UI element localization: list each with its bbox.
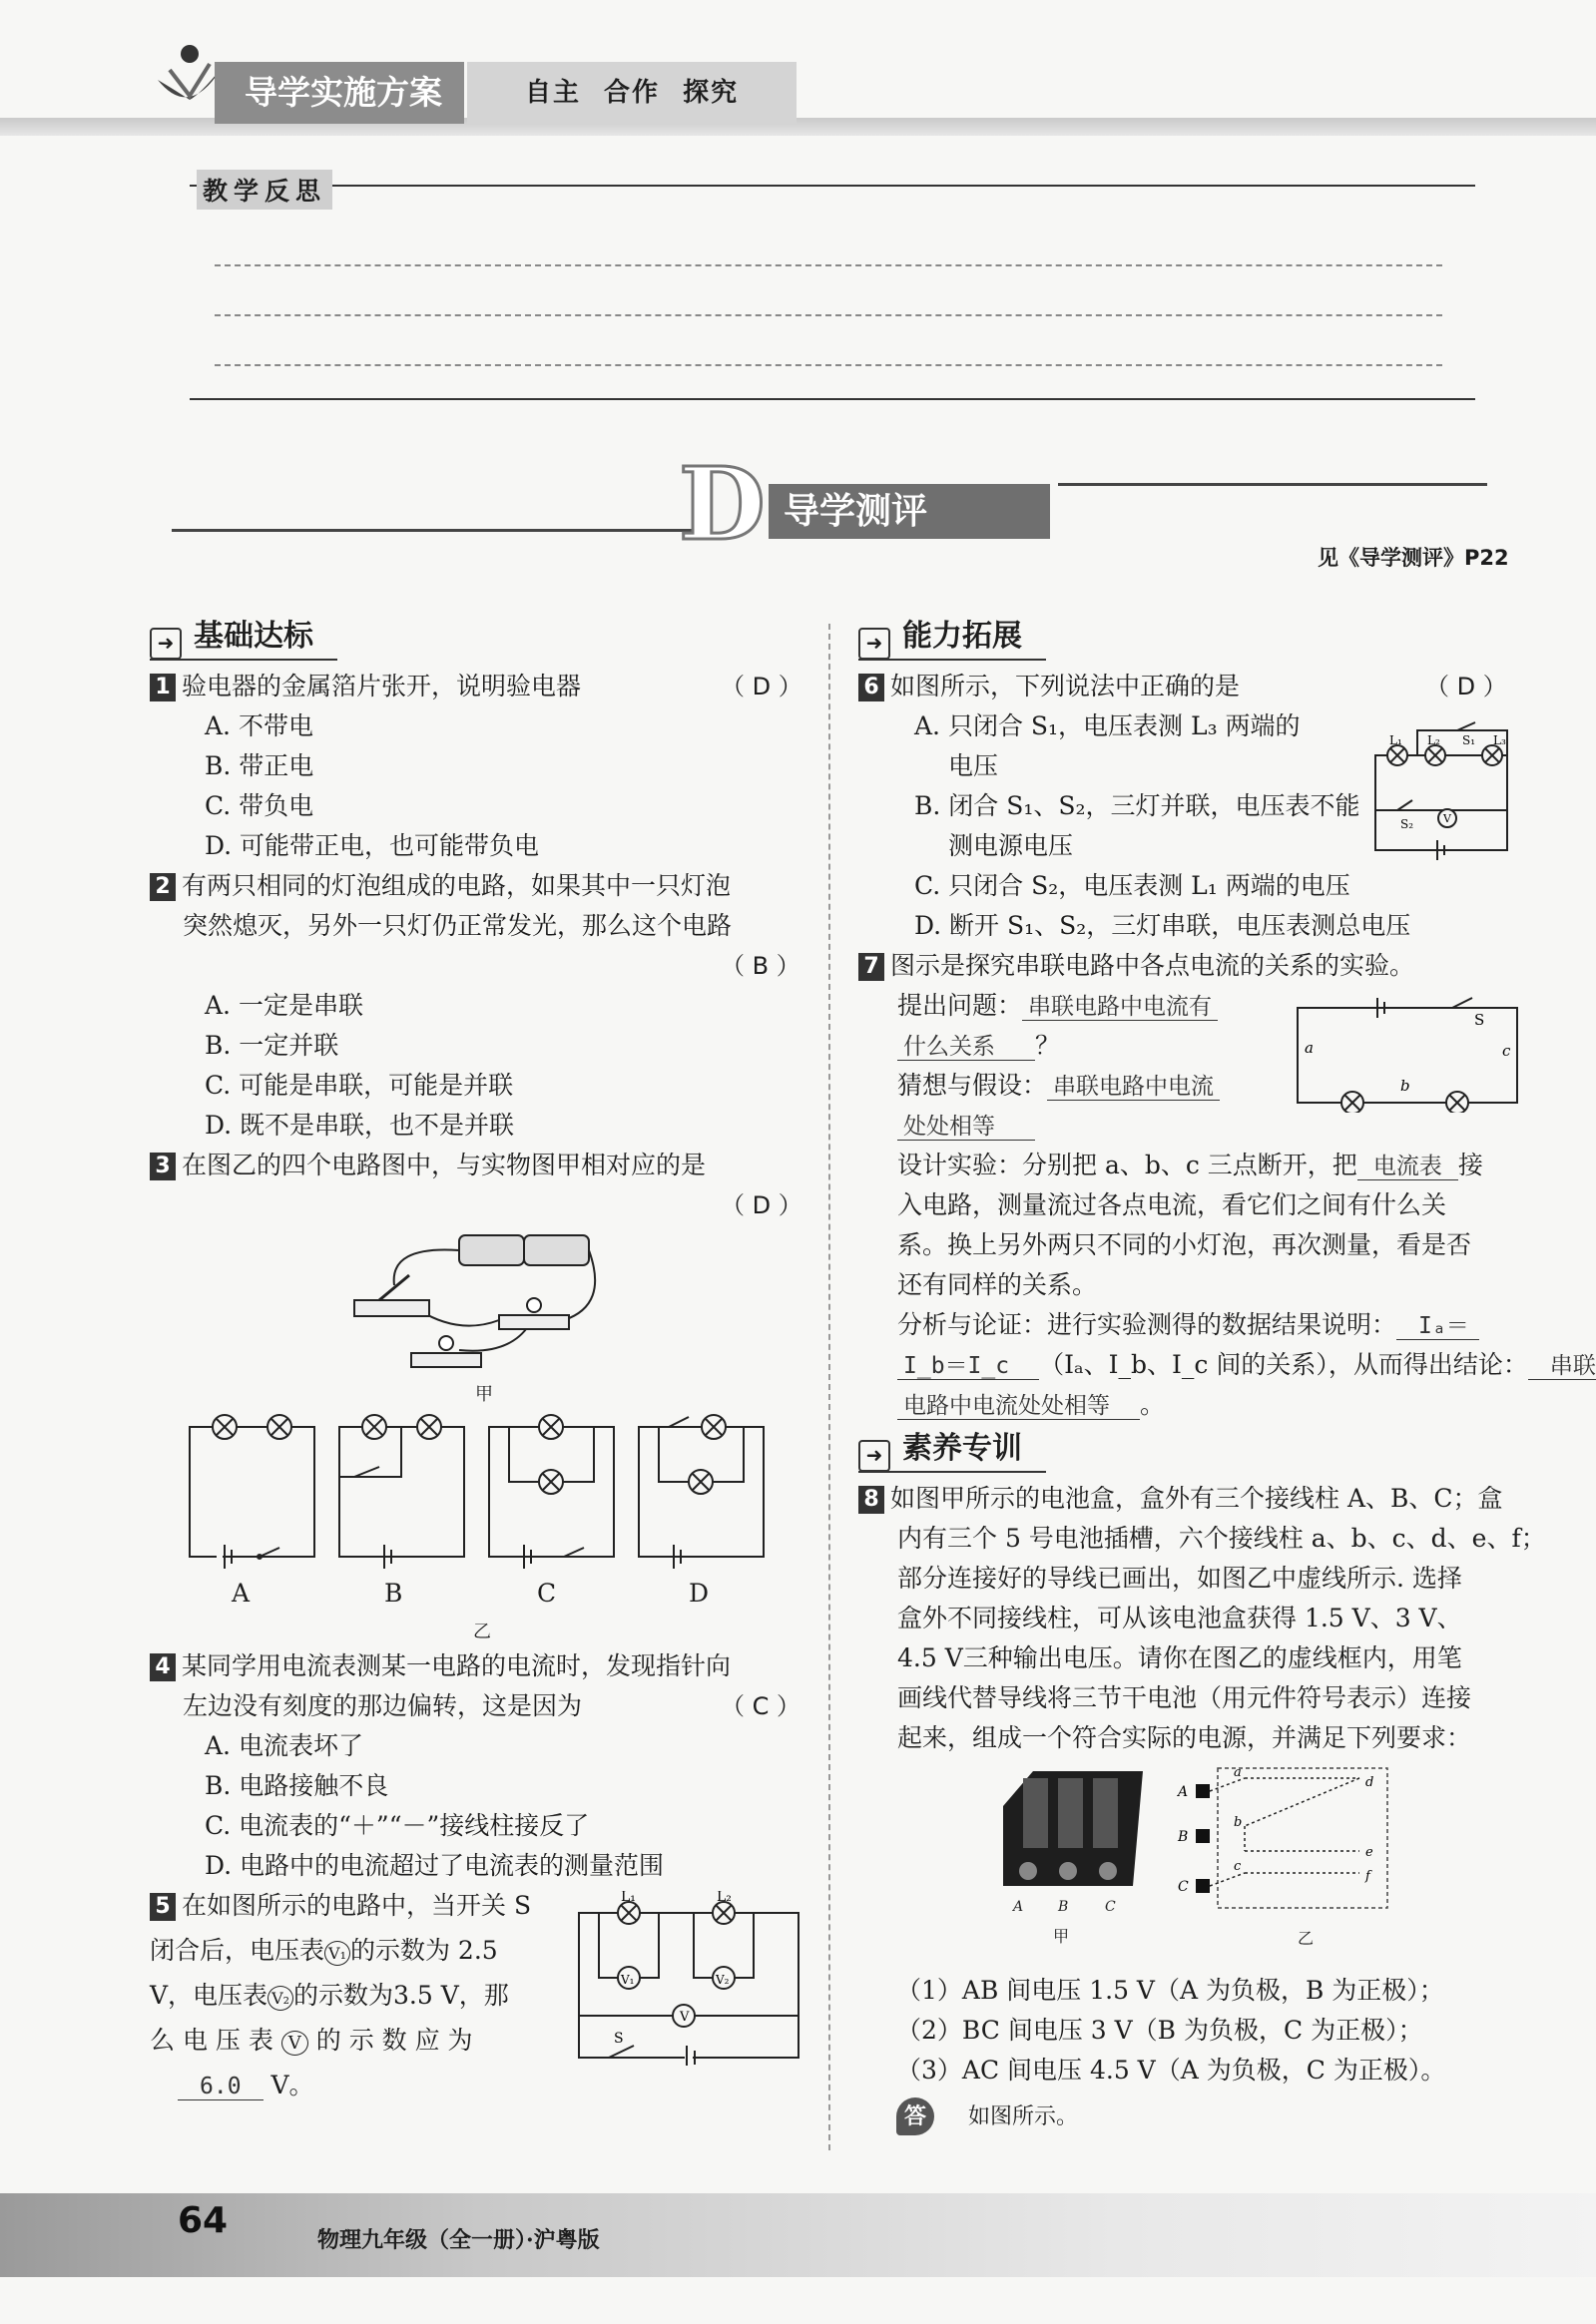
q5-line: 闭合后，电压表 V₁ 的示数为 2.5 (150, 1936, 498, 1965)
page-number: 64 (178, 2200, 229, 2241)
q8-line: 起来，组成一个符合实际的电源，并满足下列要求： (897, 1723, 1472, 1752)
q8-line: 4.5 V三种输出电压。请你在图乙的虚线框内，用笔 (897, 1643, 1462, 1672)
q2-option: A. 一定是串联 (205, 991, 363, 1020)
q5-label-l1: L₁ (621, 1891, 636, 1905)
q5-circuit (569, 1891, 808, 2066)
q8-line: 内有三个 5 号电池插槽，六个接线柱 a、b、c、d、e、f； (897, 1524, 1546, 1553)
q8-line: 部分连接好的导线已画出，如图乙中虚线所示. 选择 (897, 1564, 1462, 1593)
q6-label-l2: L₂ (1427, 733, 1440, 747)
book-name: 物理九年级（全一册）·沪粤版 (317, 2227, 600, 2253)
q7-circuit (1293, 993, 1522, 1113)
q6-option: D. 断开 S₁、S₂，三灯串联，电压表测总电压 (914, 911, 1411, 940)
q3-option-label: D (689, 1579, 710, 1608)
q6-meter-v: V (1443, 812, 1451, 825)
subhead-ability: ➜ 能力拓展 (858, 617, 1046, 661)
q7-hypothesis: 猜想与假设： 串联电路中电流 (897, 1066, 1220, 1107)
q7-stem: 7 图示是探究串联电路中各点电流的关系的实验。 (858, 946, 1414, 986)
q3-option-label: C (537, 1579, 557, 1608)
q1-option: A. 不带电 (205, 711, 313, 740)
q8-term-label: B (1058, 1899, 1069, 1915)
q5-line: 5 在如图所示的电路中，当开关 S (150, 1886, 531, 1926)
q8-diagram-term: e (1365, 1845, 1373, 1860)
q6-option-cont: 电压 (948, 751, 999, 780)
answer-tag-icon: 答 (896, 2097, 934, 2135)
q4-stem-cont: 左边没有刻度的那边偏转，这是因为 (183, 1691, 583, 1720)
q5-label-l2: L₂ (717, 1891, 732, 1905)
reflection-label: 教学反思 (197, 170, 332, 210)
section-letter: D (679, 445, 766, 563)
arrow-icon: ➜ (858, 628, 890, 660)
q7-conclusion: 电路中电流处处相等 。 (897, 1385, 1165, 1426)
q7-design: 设计实验：分别把 a、b、c 三点断开，把 电流表 接 (897, 1151, 1483, 1179)
q7-analysis-cont: I_b＝I_c （Iₐ、I_b、I_c 间的关系），从而得出结论： 串联 (897, 1345, 1596, 1386)
q8-fig-label: 乙 (1298, 1929, 1315, 1948)
q2-option: D. 既不是串联，也不是并联 (205, 1111, 515, 1140)
q7-design-line: 系。换上另外两只不同的小灯泡，再次测量，看是否 (897, 1230, 1472, 1259)
reflection-line (215, 264, 1442, 266)
q8-diagram-term: b (1234, 1815, 1243, 1830)
q7-design-line: 入电路，测量流过各点电流，看它们之间有什么关 (897, 1190, 1447, 1219)
q6-label-l1: L₁ (1389, 733, 1402, 747)
q3-physical-circuit (349, 1225, 609, 1385)
q4-answer: （ C ） (721, 1692, 801, 1720)
q8-diagram-term: B (1178, 1829, 1189, 1845)
section-rule-left (172, 529, 696, 532)
q8-line: 盒外不同接线柱，可从该电池盒获得 1.5 V、3 V、 (897, 1604, 1462, 1632)
q8-diagram-term: f (1365, 1869, 1370, 1884)
arrow-icon: ➜ (858, 1440, 890, 1472)
q6-option-cont: 测电源电压 (948, 831, 1074, 860)
q7-label-s: S (1474, 1011, 1485, 1029)
q3-fig-label: 乙 (473, 1622, 491, 1642)
q6-option: B. 闭合 S₁、S₂，三灯并联，电压表不能 (914, 791, 1360, 820)
q8-diagram-term: c (1234, 1859, 1242, 1874)
column-divider (828, 624, 830, 2150)
q6-option: C. 只闭合 S₂，电压表测 L₁ 两端的电压 (914, 871, 1350, 900)
q8-term-label: A (1013, 1899, 1024, 1915)
q7-label-a: a (1305, 1039, 1314, 1057)
q8-diagram-term: A (1178, 1784, 1189, 1800)
q2-option: C. 可能是串联，可能是并联 (205, 1071, 514, 1100)
q4-option: C. 电流表的“＋”“－”接线柱接反了 (205, 1811, 590, 1840)
q5-line: V，电压表 V₂ 的示数为3.5 V，那 (150, 1981, 509, 2010)
q3-circuit-diagrams (180, 1412, 779, 1587)
q3-stem: 3 在图乙的四个电路图中，与实物图甲相对应的是 (150, 1146, 706, 1185)
q8-term-label: C (1105, 1899, 1116, 1915)
q6-circuit (1367, 710, 1517, 860)
q8-requirement: （2）BC 间电压 3 V（B 为负极，C 为正极）； (896, 2016, 1423, 2045)
q8-requirement: （3）AC 间电压 4.5 V（A 为负极，C 为正极）。 (896, 2056, 1446, 2085)
q8-line: 画线代替导线将三节干电池（用元件符号表示）连接 (897, 1683, 1472, 1712)
subhead-basic: ➜ 基础达标 (150, 617, 337, 661)
q5-meter-v2: V₂ (716, 1973, 730, 1987)
q1-answer: （ D ） (721, 673, 802, 700)
q5-label-s: S (614, 2031, 624, 2047)
q4-option: D. 电路中的电流超过了电流表的测量范围 (205, 1851, 665, 1880)
q8-diagram-term: d (1365, 1775, 1374, 1790)
q3-answer: （ D ） (721, 1191, 802, 1219)
q8-requirement: （1）AB 间电压 1.5 V（A 为负极，B 为正极）； (896, 1976, 1444, 2005)
q1-stem: 1 验电器的金属箔片张开，说明验电器 (150, 667, 581, 706)
q6-label-s1: S₁ (1462, 733, 1476, 747)
q4-stem: 4 某同学用电流表测某一电路的电流时，发现指针向 (150, 1646, 731, 1686)
q6-stem: 6 如图所示，下列说法中正确的是 (858, 667, 1240, 706)
q6-option: A. 只闭合 S₁，电压表测 L₃ 两端的 (914, 711, 1301, 740)
q8-wiring-diagram (1170, 1766, 1394, 1916)
q7-question: 提出问题： 串联电路中电流有 (897, 986, 1218, 1027)
section-title: 导学测评 (769, 484, 1050, 539)
q2-answer: （ B ） (721, 952, 800, 980)
q1-option: C. 带负电 (205, 791, 314, 820)
q7-label-c: c (1502, 1042, 1511, 1060)
reflection-line (215, 314, 1442, 316)
q4-option: A. 电流表坏了 (205, 1731, 363, 1760)
q7-hypothesis-cont: 处处相等 (897, 1106, 1035, 1147)
header-tags: 自主 合作 探究 (467, 62, 797, 124)
q3-option-label: B (384, 1579, 403, 1608)
q8-diagram-term: a (1234, 1766, 1242, 1780)
q8-fig-label: 甲 (1053, 1927, 1070, 1946)
section-reference: 见《导学测评》P22 (1318, 546, 1509, 570)
q7-design-line: 还有同样的关系。 (897, 1270, 1098, 1299)
q1-option: D. 可能带正电，也可能带负电 (205, 831, 540, 860)
q7-label-b: b (1400, 1077, 1410, 1095)
q6-label-l3: L₃ (1493, 733, 1506, 747)
q5-blank: 6.0 V。 (178, 2066, 314, 2106)
q3-fig-label: 甲 (475, 1384, 493, 1405)
q2-option: B. 一定并联 (205, 1031, 339, 1060)
q4-option: B. 电路接触不良 (205, 1771, 389, 1800)
q2-stem-cont: 突然熄灭，另外一只灯仍正常发光，那么这个电路 (183, 911, 733, 940)
q5-meter-v: V (680, 2010, 690, 2025)
q8-battery-box-photo (993, 1766, 1148, 1916)
q5-line: 么 电 压 表 V 的 示 数 应 为 (150, 2026, 473, 2055)
q1-option: B. 带正电 (205, 751, 314, 780)
q6-label-s2: S₂ (1400, 817, 1414, 831)
q8-diagram-term: C (1178, 1879, 1189, 1895)
subhead-literacy: ➜ 素养专训 (858, 1429, 1046, 1473)
q8-answer: 如图所示。 (968, 2104, 1079, 2129)
reflection-line (215, 364, 1442, 366)
q5-meter-v1: V₁ (621, 1973, 635, 1987)
q8-line: 8 如图甲所示的电池盒，盒外有三个接线柱 A、B、C；盒 (858, 1479, 1503, 1519)
q7-analysis: 分析与论证：进行实验测得的数据结果说明： Iₐ＝ (897, 1305, 1479, 1346)
section-rule-right (1058, 483, 1487, 486)
q6-answer: （ D ） (1425, 673, 1507, 700)
reflection-box (190, 185, 1475, 400)
q3-option-label: A (232, 1579, 251, 1608)
header-title: 导学实施方案 (215, 62, 464, 124)
q2-stem: 2 有两只相同的灯泡组成的电路，如果其中一只灯泡 (150, 866, 731, 906)
footer-band (0, 2193, 1596, 2277)
q7-question-cont: 什么关系 ？ (897, 1026, 1060, 1067)
arrow-icon: ➜ (150, 628, 182, 660)
